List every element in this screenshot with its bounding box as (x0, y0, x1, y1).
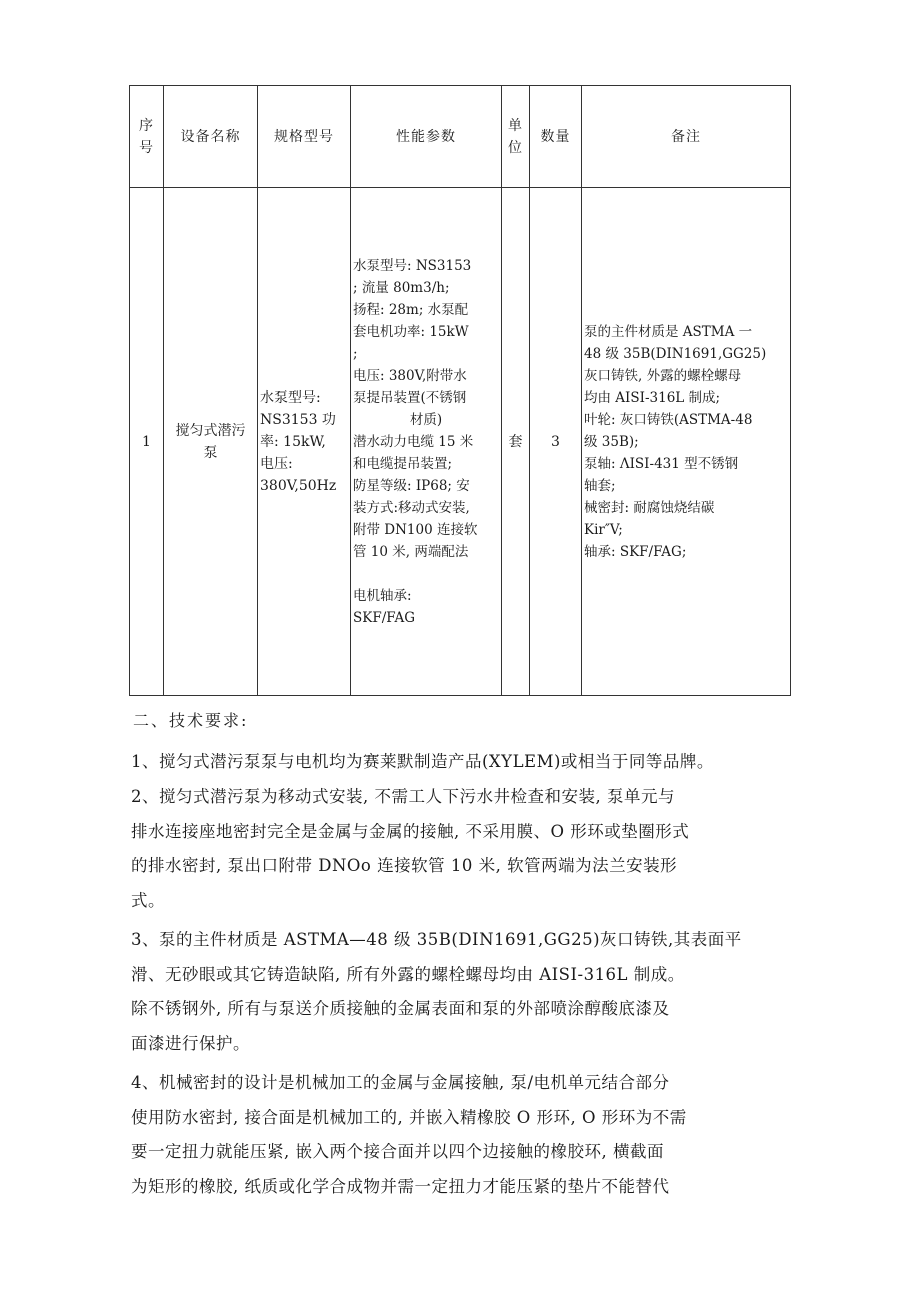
requirement-2: 2、搅匀式潜污泵为移动式安装, 不需工人下污水井检查和安装, 泵单元与 排水连接座地密封完全是金属与金属的接触, 不采用膜、O 形环或垫圈形式 的排水密封, 泵出口附带 DNOo 连接软管 10 米, 软管两端为法兰安装形 式。 (131, 787, 690, 910)
section-title: 二、技术要求: (133, 711, 249, 730)
cell-serial: 1 (130, 188, 164, 696)
header-model: 规格型号 (258, 86, 351, 188)
cell-notes: 泵的主件材质是 ASTMA 一 48 级 35B(DIN1691,GG25) 灰口铸铁, 外露的螺栓螺母 均由 AISI-316L 制成; 叶轮: 灰口铸铁(ASTMA-48 级 35B); 泵轴: ΛISI-431 型不锈钢 轴套; 械密封: 耐腐蚀烧结碳 Kir″V; 轴承: SKF/FAG; (582, 188, 791, 696)
cell-unit: 套 (502, 188, 530, 696)
cell-model: 水泵型号: NS3153 功 率: 15kW, 电压: 380V,50Hz (258, 188, 351, 696)
table-row (130, 188, 791, 696)
table-header-row (130, 86, 791, 188)
header-quantity: 数量 (530, 86, 582, 188)
header-performance: 性能参数 (351, 86, 502, 188)
cell-quantity: 3 (530, 188, 582, 696)
header-notes: 备注 (582, 86, 791, 188)
header-serial: 序 号 (130, 86, 164, 188)
cell-equipment-name: 搅匀式潜污 泵 (164, 188, 258, 696)
requirement-3: 3、泵的主件材质是 ASTMA—48 级 35B(DIN1691,GG25)灰口铸铁,其表面平 滑、无砂眼或其它铸造缺陷, 所有外露的螺栓螺母均由 AISI-316L 制成。 除不锈钢外, 所有与泵送介质接触的金属表面和泵的外部喷涂醇酸底漆及 面漆进行保护。 (131, 930, 742, 1053)
cell-performance-params: 水泵型号: NS3153 ; 流量 80m3/h; 扬程: 28m; 水泵配 套电机功率: 15kW ; 电压: 380V,附带水 泵提吊装置(不锈钢 材质) 潜水动力电缆 15 米 和电缆提吊装置; 防星等级: IP68; 安 装方式:移动式安装, 附带 DN100 连接软 管 10 米, 两端配法 电机轴承: SKF/FAG (351, 188, 502, 696)
header-equipment-name: 设备名称 (164, 86, 258, 188)
header-unit: 单 位 (502, 86, 530, 188)
requirement-4: 4、机械密封的设计是机械加工的金属与金属接触, 泵/电机单元结合部分 使用防水密封, 接合面是机械加工的, 并嵌入精橡胶 O 形环, O 形环为不需 要一定扭力就能压紧, 嵌入两个接合面并以四个边接触的橡胶环, 横截面 为矩形的橡胶, 纸质或化学合成物并需一定扭力才能压紧的垫片不能替代 (131, 1073, 687, 1196)
equipment-spec-table (129, 85, 791, 696)
requirement-1: 1、搅匀式潜污泵泵与电机均为赛莱默制造产品(XYLEM)或相当于同等品牌。 (131, 752, 714, 771)
